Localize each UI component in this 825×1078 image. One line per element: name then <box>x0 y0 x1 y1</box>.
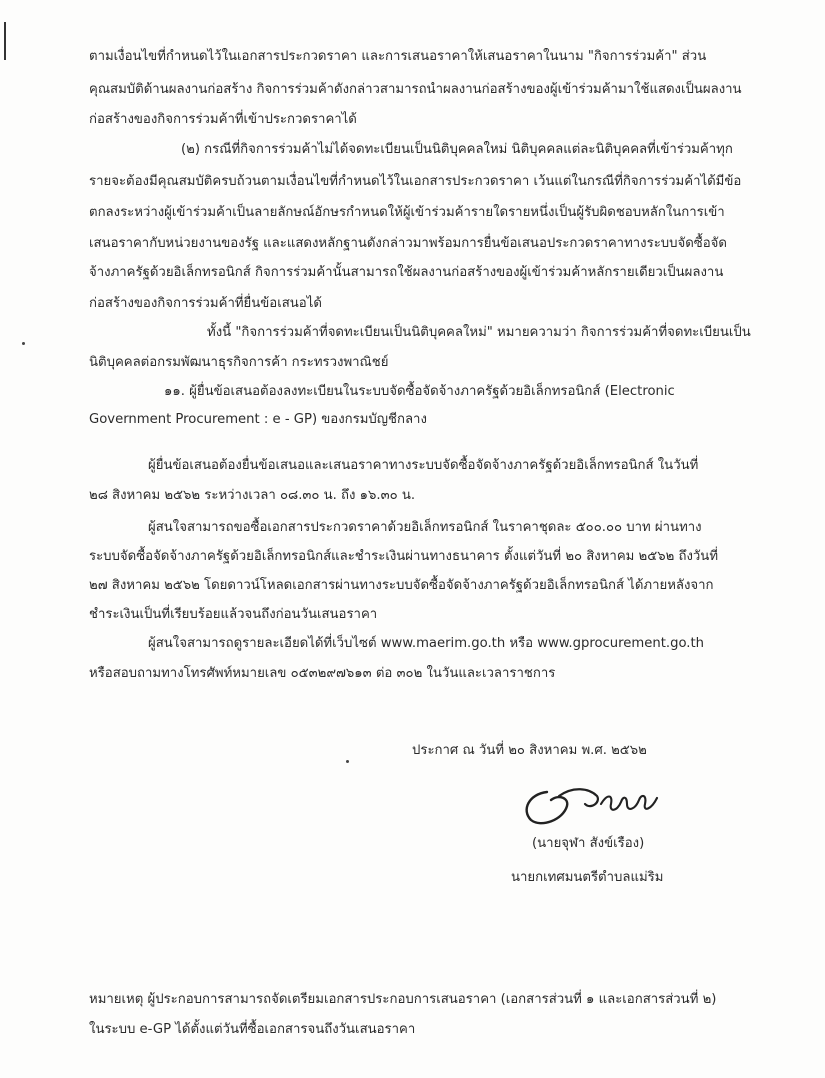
body-line: ตกลงระหว่างผู้เข้าร่วมค้าเป็นลายลักษณ์อักษรกำหนดให้ผู้เข้าร่วมค้ารายใดรายหนึ่งเป็นผู้รับผิดชอบหลักในการเข้า <box>89 205 725 220</box>
scan-speck <box>22 342 25 345</box>
body-line: คุณสมบัติด้านผลงานก่อสร้าง กิจการร่วมค้าดังกล่าวสามารถนำผลงานก่อสร้างของผู้เข้าร่วมค้ามาใช้แสดงเป็นผลงาน <box>89 82 742 97</box>
footnote-line: หมายเหตุ ผู้ประกอบการสามารถจัดเตรียมเอกสารประกอบการเสนอราคา (เอกสารส่วนที่ ๑ และเอกสารส่วนที่ ๒) <box>89 992 717 1007</box>
body-line: นิติบุคคลต่อกรมพัฒนาธุรกิจการค้า กระทรวงพาณิชย์ <box>89 355 389 370</box>
body-line: ก่อสร้างของกิจการร่วมค้าที่เข้าประกวดราคาได้ <box>89 112 357 127</box>
body-line: ก่อสร้างของกิจการร่วมค้าที่ยื่นข้อเสนอได้ <box>89 296 322 311</box>
body-line: จ้างภาครัฐด้วยอิเล็กทรอนิกส์ กิจการร่วมค้านั้นสามารถใช้ผลงานก่อสร้างของผู้เข้าร่วมค้าหลักรายเดียวเป็นผลงาน <box>89 265 724 280</box>
body-line: Government Procurement : e - GP) ของกรมบัญชีกลาง <box>89 412 427 427</box>
body-line: ผู้สนใจสามารถขอซื้อเอกสารประกวดราคาด้วยอิเล็กทรอนิกส์ ในราคาชุดละ ๕๐๐.๐๐ บาท ผ่านทาง <box>148 520 702 535</box>
body-line: ทั้งนี้ "กิจการร่วมค้าที่จดทะเบียนเป็นนิติบุคคลใหม่" หมายความว่า กิจการร่วมค้าที่จดทะเบียนเป็น <box>207 325 751 340</box>
body-line: ชำระเงินเป็นที่เรียบร้อยแล้วจนถึงก่อนวันเสนอราคา <box>89 607 378 622</box>
body-line: รายจะต้องมีคุณสมบัติครบถ้วนตามเงื่อนไขที่กำหนดไว้ในเอกสารประกวดราคา เว้นแต่ในกรณีที่กิจการร่วมค้าได้มีข้อ <box>89 174 742 189</box>
signatory-name: (นายจุฬา สังข์เรือง) <box>532 836 645 851</box>
body-line: หรือสอบถามทางโทรศัพท์หมายเลข ๐๕๓๒๙๗๖๑๓ ต่อ ๓๐๒ ในวันและเวลาราชการ <box>89 666 556 681</box>
body-line: เสนอราคากับหน่วยงานของรัฐ และแสดงหลักฐานดังกล่าวมาพร้อมการยื่นข้อเสนอประกวดราคาทางระบบจัดซื้อจัด <box>89 236 727 251</box>
handwritten-signature <box>515 780 665 830</box>
body-line: ผู้ยื่นข้อเสนอต้องยื่นข้อเสนอและเสนอราคาทางระบบจัดซื้อจัดจ้างภาครัฐด้วยอิเล็กทรอนิกส์ ในวันที่ <box>148 458 699 473</box>
scan-edge-mark <box>4 22 6 60</box>
footnote-line: ในระบบ e-GP ได้ตั้งแต่วันที่ซื้อเอกสารจนถึงวันเสนอราคา <box>89 1022 416 1037</box>
body-line: ตามเงื่อนไขที่กำหนดไว้ในเอกสารประกวดราคา และการเสนอราคาให้เสนอราคาในนาม "กิจการร่วมค้า" ส่วน <box>89 49 707 64</box>
section-11-heading: ๑๑. ผู้ยื่นข้อเสนอต้องลงทะเบียนในระบบจัดซื้อจัดจ้างภาครัฐด้วยอิเล็กทรอนิกส์ (Electronic <box>164 384 675 399</box>
announcement-date: ประกาศ ณ วันที่ ๒๐ สิงหาคม พ.ศ. ๒๕๖๒ <box>412 743 647 758</box>
signatory-position: นายกเทศมนตรีตำบลแม่ริม <box>511 870 664 885</box>
scan-speck <box>346 760 349 763</box>
body-line: ๒๘ สิงหาคม ๒๕๖๒ ระหว่างเวลา ๐๘.๓๐ น. ถึง ๑๖.๓๐ น. <box>89 488 416 503</box>
body-line: ระบบจัดซื้อจัดจ้างภาครัฐด้วยอิเล็กทรอนิกส์และชำระเงินผ่านทางธนาคาร ตั้งแต่วันที่ ๒๐ สิงหาคม ๒๕๖๒ ถึงวันที่ <box>89 549 719 564</box>
body-line: (๒) กรณีที่กิจการร่วมค้าไม่ได้จดทะเบียนเป็นนิติบุคคลใหม่ นิติบุคคลแต่ละนิติบุคคลที่เข้าร่วมค้าทุก <box>181 142 733 157</box>
body-line: ผู้สนใจสามารถดูรายละเอียดได้ที่เว็บไซต์ www.maerim.go.th หรือ www.gprocurement.go.th <box>148 636 705 651</box>
body-line: ๒๗ สิงหาคม ๒๕๖๒ โดยดาวน์โหลดเอกสารผ่านทางระบบจัดซื้อจัดจ้างภาครัฐด้วยอิเล็กทรอนิกส์ ได้ภายหลังจาก <box>89 578 714 593</box>
